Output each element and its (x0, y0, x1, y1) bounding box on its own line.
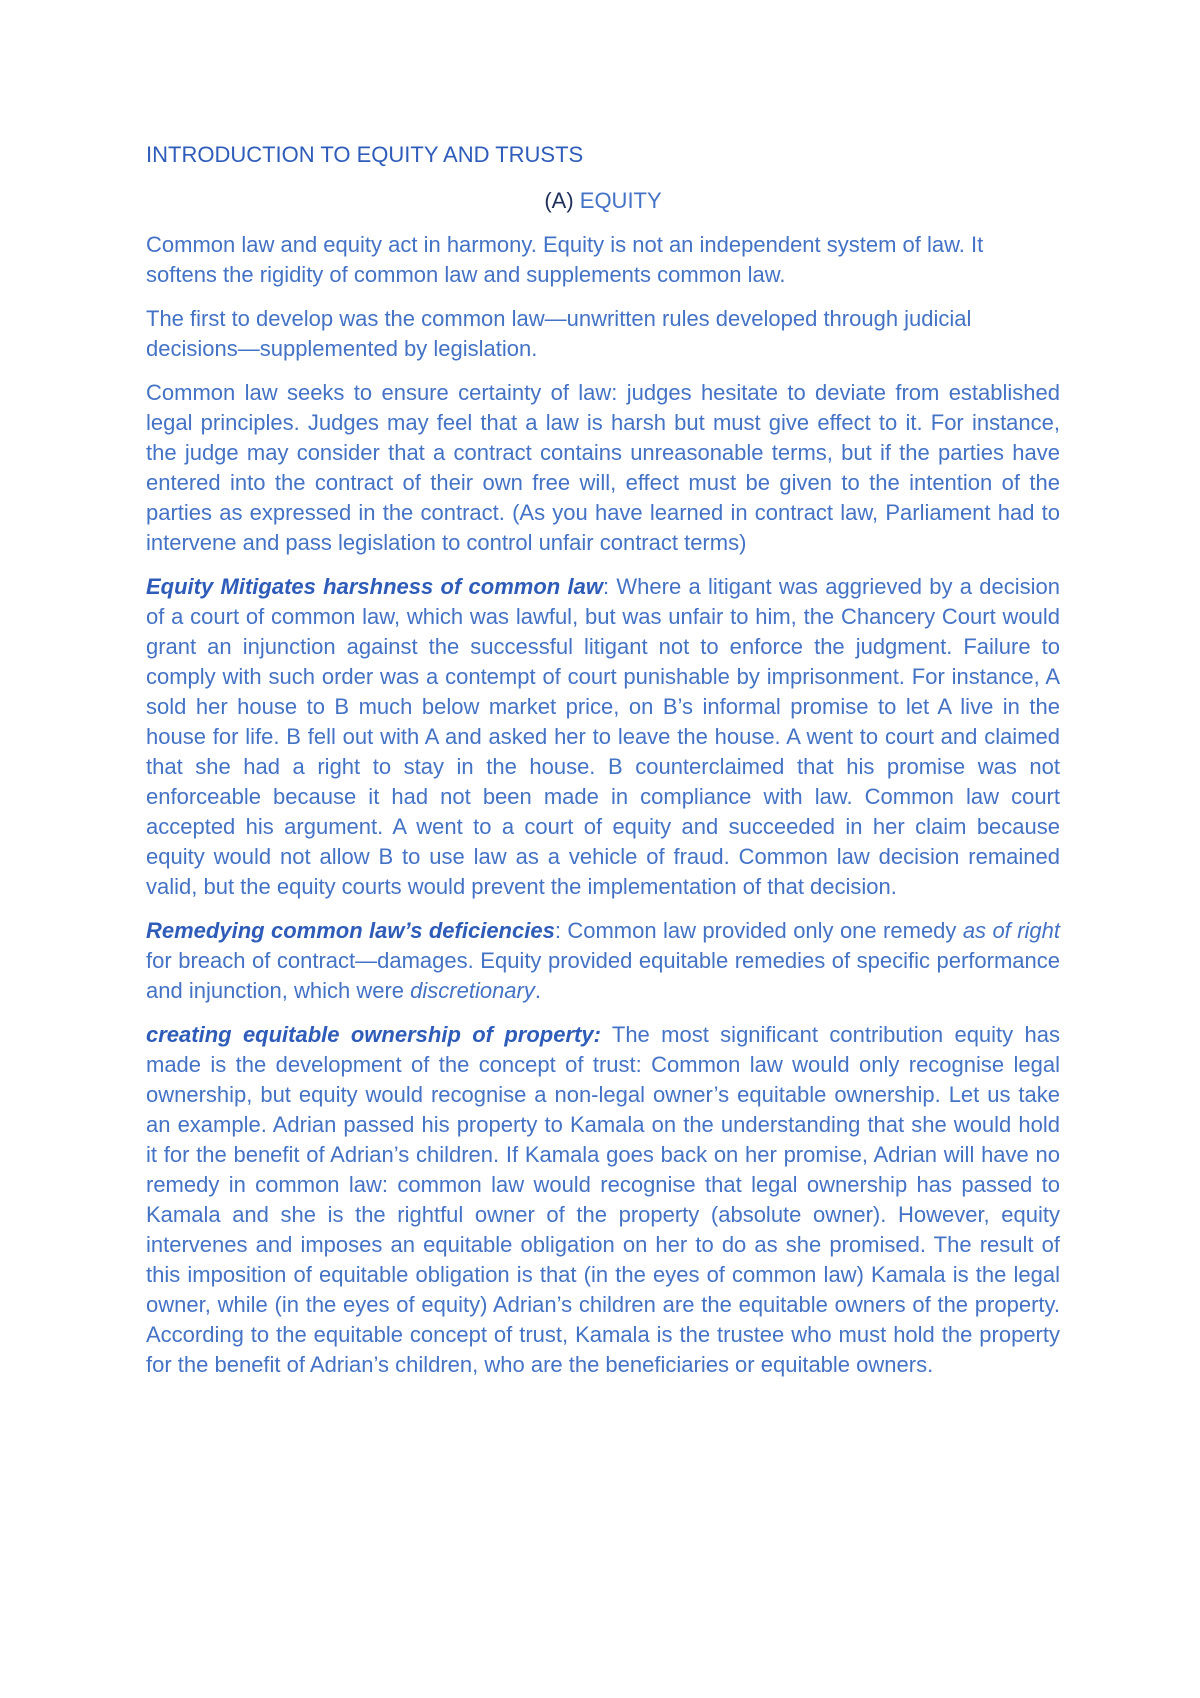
section-marker: (A) (544, 188, 574, 213)
paragraph-common-law-origin: The first to develop was the common law—unwritten rules developed through judicial decisions—supplemented by legislation. (146, 306, 972, 361)
paragraph-text-remedying-2: for breach of contract—damages. Equity provided equitable remedies of specific performance and injunction, which were (146, 948, 1060, 1003)
paragraph-certainty-of-law: Common law seeks to ensure certainty of law: judges hesitate to deviate from established legal principles. Judges may feel that a law is harsh but must give effect to it. For instance, the judge may consider that a contract contains unreasonable terms, but if the parties have entered into the contract of their own free will, effect must be given to the intention of the parties as expressed in the contract. (As you have learned in contract law, Parliament had to intervene and pass legislation to control unfair contract terms) (146, 380, 1060, 555)
document-page (146, 140, 1060, 1394)
emphasis-as-of-right: as of right (962, 918, 1060, 943)
paragraph-body-mitigates: : Where a litigant was aggrieved by a decision of a court of common law, which was lawful, but was unfair to him, the Chancery Court would grant an injunction against the successful litigant not to enforce the judgment. Failure to comply with such order was a contempt of court punishable by imprisonment. For instance, A sold her house to B much below market price, on B’s informal promise to let A live in the house for life. B fell out with A and asked her to leave the house. A went to court and claimed that she had a right to stay in the house. B counterclaimed that his promise was not enforceable because it had not been made in compliance with law. Common law court accepted his argument. A went to a court of equity and succeeded in her claim because equity would not allow B to use law as a vehicle of fraud. Common law decision remained valid, but the equity courts would prevent the implementation of that decision. (146, 574, 1060, 899)
section-name: EQUITY (579, 188, 662, 213)
paragraph-lead-mitigates: Equity Mitigates harshness of common law (146, 574, 603, 599)
paragraph-equitable-ownership (146, 1020, 1060, 1380)
paragraph-text-remedying-1: : Common law provided only one remedy (554, 918, 963, 943)
paragraph-lead-ownership: creating equitable ownership of property: (146, 1022, 601, 1047)
paragraph-harmony: Common law and equity act in harmony. Equity is not an independent system of law. It softens the rigidity of common law and supplements common law. (146, 232, 984, 287)
document-title: INTRODUCTION TO EQUITY AND TRUSTS (146, 142, 584, 167)
paragraph-body-ownership: The most significant contribution equity has made is the development of the concept of trust: Common law would only recognise legal ownership, but equity would recognise a non-legal owner’s equitable ownership. Let us take an example. Adrian passed his property to Kamala on the understanding that she would hold it for the benefit of Adrian’s children. If Kamala goes back on her promise, Adrian will have no remedy in common law: common law would recognise that legal ownership has passed to Kamala and she is the rightful owner of the property (absolute owner). However, equity intervenes and imposes an equitable obligation on her to do as she promised. The result of this imposition of equitable obligation is that (in the eyes of common law) Kamala is the legal owner, while (in the eyes of equity) Adrian’s children are the equitable owners of the property. According to the equitable concept of trust, Kamala is the trustee who must hold the property for the benefit of Adrian’s children, who are the beneficiaries or equitable owners. (146, 1022, 1060, 1377)
section-heading (146, 186, 1060, 216)
paragraph-lead-remedying: Remedying common law’s deficiencies (146, 918, 555, 943)
paragraph-mitigates-harshness (146, 572, 1060, 902)
paragraph-text-remedying-3: . (534, 978, 541, 1003)
emphasis-discretionary: discretionary (410, 978, 535, 1003)
paragraph-remedying-deficiencies (146, 916, 1060, 1006)
